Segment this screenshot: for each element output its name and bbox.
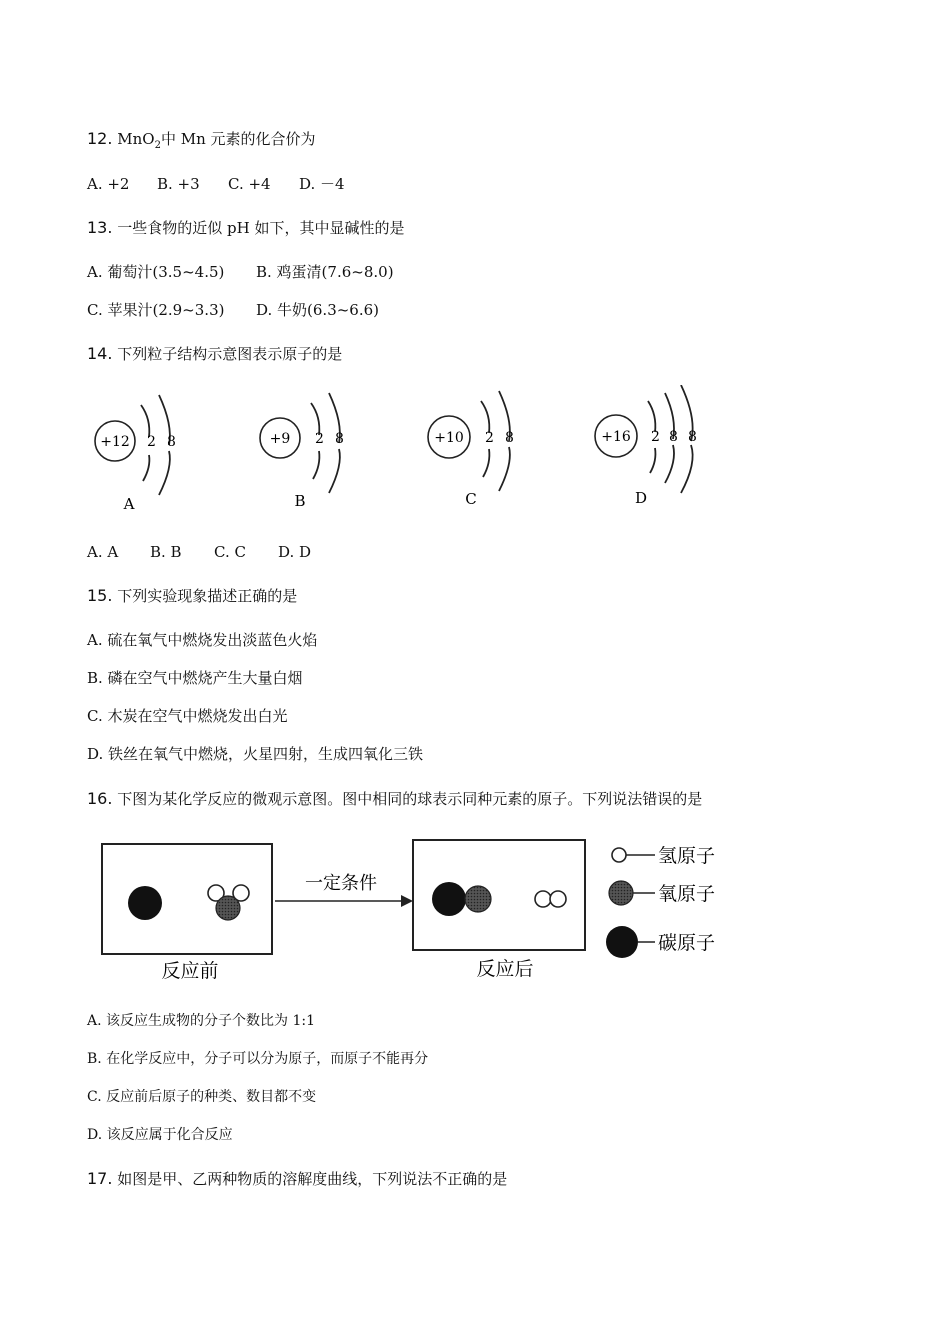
carbon-atom-after: [432, 882, 466, 916]
hydrogen-atom-after-2: [550, 891, 566, 907]
q15-option-d[interactable]: D. 铁丝在氧气中燃烧，火星四射，生成四氧化三铁: [87, 745, 424, 763]
shell-c-2: 8: [505, 430, 514, 446]
before-label: 反应前: [161, 960, 219, 982]
nucleus-d: +16: [601, 429, 631, 445]
q16-number: 16.: [87, 789, 113, 808]
q12-options: [87, 174, 345, 194]
carbon-atom-before: [128, 886, 162, 920]
q12-option-a[interactable]: A. +2: [87, 175, 130, 193]
q13-option-d[interactable]: D. 牛奶(6.3~6.6): [256, 301, 380, 319]
q15-option-a[interactable]: A. 硫在氧气中燃烧发出淡蓝色火焰: [87, 631, 318, 649]
legend-oxygen-symbol: [609, 881, 633, 905]
legend-hydrogen: 氢原子: [658, 845, 716, 867]
q16-option-a[interactable]: A. 该反应生成物的分子个数比为 1:1: [87, 1013, 315, 1029]
q13-number: 13.: [87, 218, 113, 237]
q17-stem-text: 如图是甲、乙两种物质的溶解度曲线，下列说法不正确的是: [117, 1170, 508, 1188]
q14-option-b[interactable]: B. B: [150, 543, 182, 561]
q14-number: 14.: [87, 344, 113, 363]
q16-reaction-figure: [95, 835, 755, 985]
shell-d-3: 8: [688, 429, 697, 445]
q12-formula-sub: 2: [154, 140, 161, 151]
q12-option-d[interactable]: D. －4: [299, 175, 345, 193]
q14-diagram-row: [85, 385, 725, 520]
q12-option-c[interactable]: C. +4: [228, 175, 271, 193]
shell-d-2: 8: [669, 429, 678, 445]
q13-option-a[interactable]: A. 葡萄汁(3.5~4.5): [87, 263, 225, 281]
q13-option-b[interactable]: B. 鸡蛋清(7.6~8.0): [256, 263, 394, 281]
q12-formula: MnO: [117, 130, 155, 148]
oxygen-atom-after: [465, 886, 491, 912]
shell-a-2: 8: [167, 434, 176, 450]
q13-options-row2: [87, 300, 379, 320]
atom-diagram-b: [260, 393, 344, 510]
q13-options-row1: [87, 262, 394, 282]
q16-option-d[interactable]: D. 该反应属于化合反应: [87, 1127, 233, 1143]
q12-number: 12.: [87, 129, 113, 148]
shell-a-1: 2: [147, 434, 156, 450]
atom-diagram-c: [428, 391, 514, 508]
q14-stem-text: 下列粒子结构示意图表示原子的是: [117, 345, 343, 363]
nucleus-a: +12: [100, 434, 130, 450]
q17-stem: [87, 1169, 507, 1189]
legend-carbon-symbol: [606, 926, 638, 958]
q13-stem: [87, 218, 404, 238]
q16-stem-text: 下图为某化学反应的微观示意图。图中相同的球表示同种元素的原子。下列说法错误的是: [117, 790, 703, 808]
legend-oxygen: 氧原子: [658, 883, 716, 905]
after-label: 反应后: [476, 958, 534, 980]
reaction-condition: 一定条件: [305, 873, 377, 894]
label-d: D: [634, 489, 648, 507]
shell-b-2: 8: [335, 431, 344, 447]
legend-carbon: 碳原子: [658, 932, 716, 954]
q15-stem-text: 下列实验现象描述正确的是: [117, 587, 298, 605]
q14-stem: [87, 344, 342, 364]
q16-option-c[interactable]: C. 反应前后原子的种类、数目都不变: [87, 1089, 317, 1105]
q15-option-c[interactable]: C. 木炭在空气中燃烧发出白光: [87, 707, 288, 725]
shell-c-1: 2: [485, 430, 494, 446]
atom-diagram-d: [595, 385, 697, 507]
shell-b-1: 2: [315, 431, 324, 447]
q16-option-b[interactable]: B. 在化学反应中，分子可以分为原子，而原子不能再分: [87, 1051, 429, 1067]
q12-option-b[interactable]: B. +3: [157, 175, 200, 193]
q15-stem: [87, 586, 297, 606]
oxygen-atom-before: [216, 896, 240, 920]
q14-option-d[interactable]: D. D: [278, 543, 312, 561]
q13-stem-text: 一些食物的近似 pH 如下，其中显碱性的是: [117, 219, 405, 237]
hydrogen-atom-after-1: [535, 891, 551, 907]
label-a: A: [123, 495, 135, 513]
nucleus-b: +9: [269, 431, 291, 447]
q14-option-a[interactable]: A. A: [87, 543, 119, 561]
q17-number: 17.: [87, 1169, 113, 1188]
shell-d-1: 2: [651, 429, 660, 445]
atom-diagram-a: [95, 395, 176, 513]
q13-option-c[interactable]: C. 苹果汁(2.9~3.3): [87, 301, 225, 319]
q12-stem-text: 中 Mn 元素的化合价为: [160, 130, 316, 148]
label-c: C: [465, 490, 477, 508]
q14-options: [87, 542, 311, 562]
nucleus-c: +10: [434, 430, 464, 446]
q12-stem: [87, 129, 316, 156]
q16-stem: [87, 789, 702, 809]
q14-option-c[interactable]: C. C: [214, 543, 246, 561]
label-b: B: [294, 492, 306, 510]
q15-option-b[interactable]: B. 磷在空气中燃烧产生大量白烟: [87, 669, 303, 687]
arrow-head: [401, 895, 413, 907]
legend-hydrogen-symbol: [612, 848, 626, 862]
q15-number: 15.: [87, 586, 113, 605]
legend: [606, 845, 715, 958]
